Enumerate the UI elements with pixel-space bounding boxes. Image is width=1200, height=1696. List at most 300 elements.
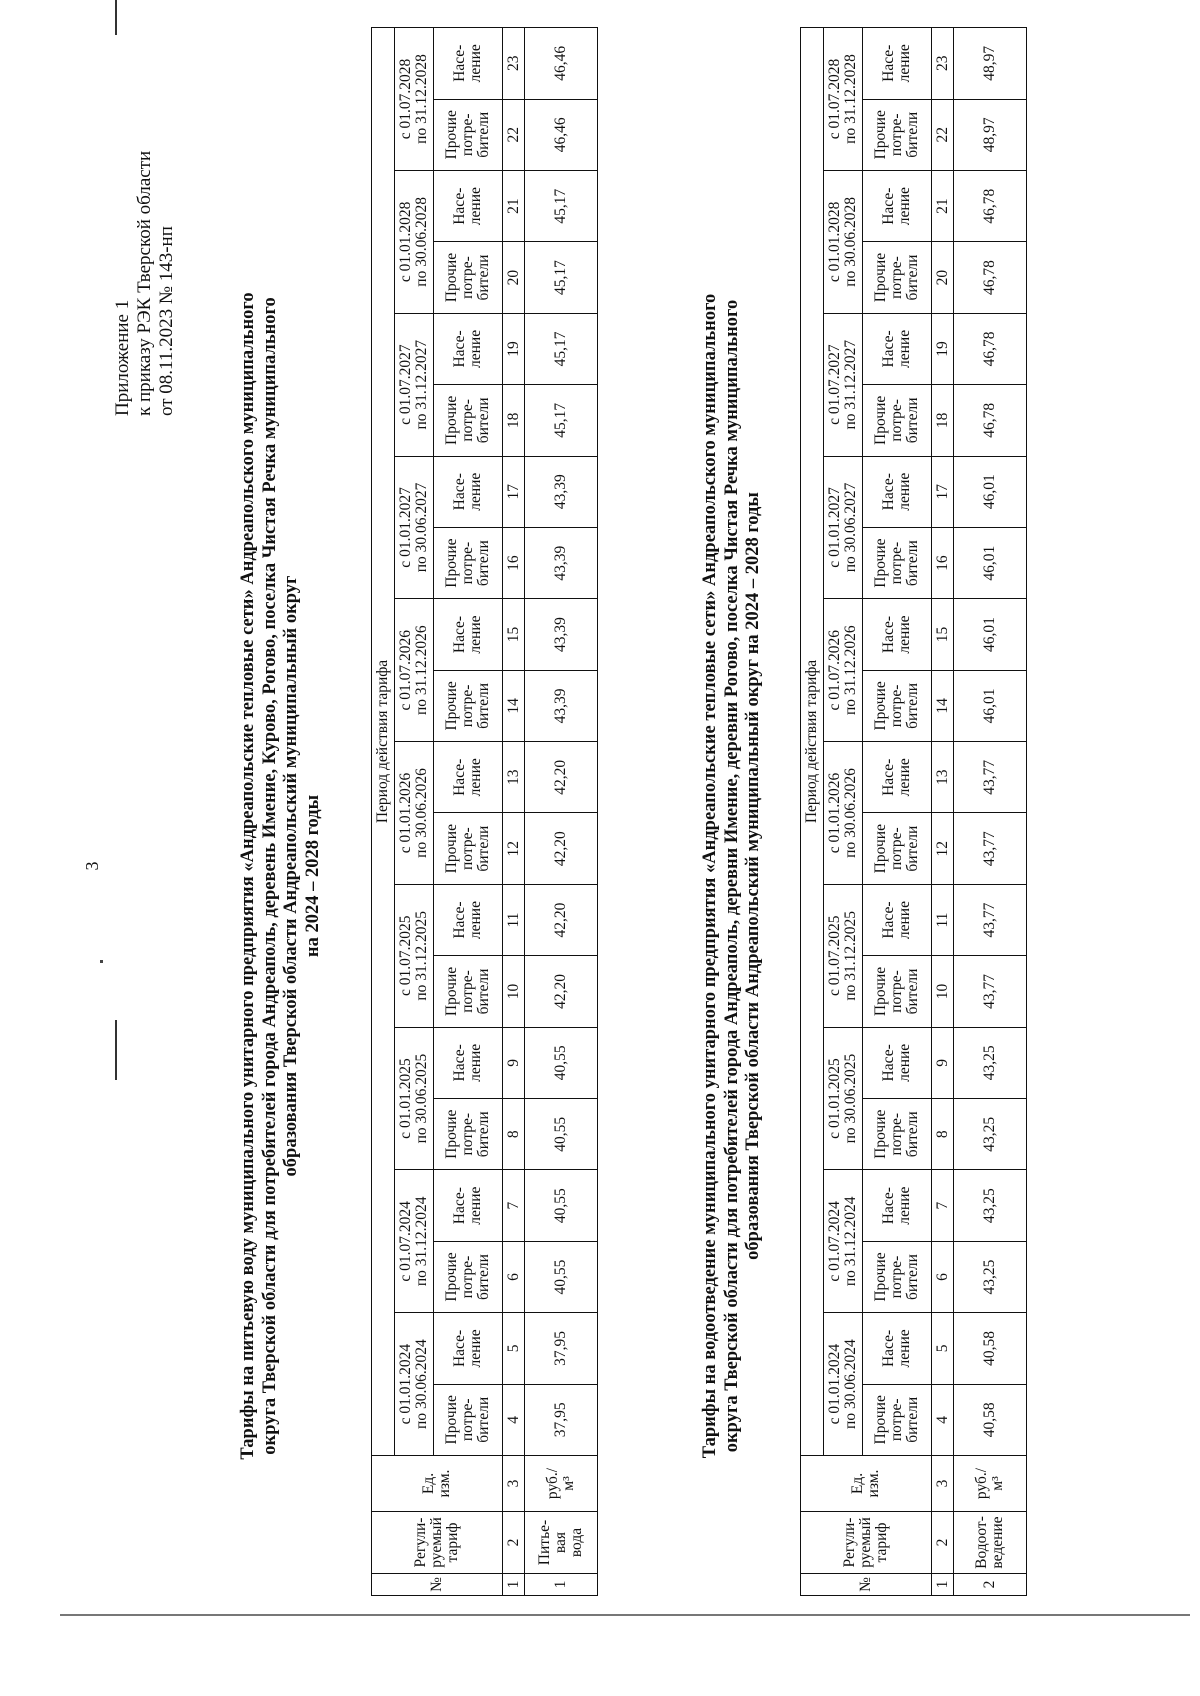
column-number-cell: 11 [932, 884, 954, 955]
header-date-range-cell-line: с 01.01.2028 [397, 201, 414, 283]
title-line: образования Тверской области Андреапольский муниципальный округ [281, 575, 301, 1177]
page-number: 3 [82, 861, 102, 871]
tariff-value-cell: 46,46 [525, 27, 598, 99]
header-population-cell-line: ление [467, 615, 484, 654]
header-other-consumers-cell-line: потре- [888, 684, 905, 728]
column-number-cell: 7 [503, 1170, 525, 1241]
header-date-range-cell-line: с 01.07.2027 [397, 344, 414, 425]
header-other-consumers-cell-line: Прочие [872, 1109, 889, 1159]
tariff-value-cell: 40,55 [525, 1170, 598, 1241]
header-other-consumers-cell-line: бители [904, 540, 921, 587]
header-other-consumers-cell-line: бители [475, 254, 492, 301]
header-other-consumers-cell-line: потре- [888, 827, 905, 870]
tariff-value-cell: 48,97 [954, 99, 1027, 170]
header-date-range-cell-line: по 30.06.2026 [413, 768, 430, 858]
header-other-consumers-cell-line: бители [475, 1396, 492, 1443]
header-population-cell [434, 1313, 503, 1384]
header-period-cell: Период действия тарифа [372, 27, 395, 1455]
tariff-value-cell: 48,97 [954, 27, 1027, 99]
row-unit-cell-line: м³ [989, 1476, 1006, 1491]
header-other-consumers-cell-line: бители [475, 682, 492, 729]
column-number-cell: 22 [503, 99, 525, 170]
tariff-value-cell: 37,95 [525, 1384, 598, 1455]
row-tariff-name-cell [525, 1512, 598, 1574]
header-tariff-cell-line: руемый [857, 1517, 874, 1568]
header-tariff-cell [801, 1512, 932, 1574]
header-population-cell-line: Насе- [880, 1187, 897, 1225]
header-other-consumers-cell-line: бители [904, 1254, 921, 1300]
header-population-cell-line: Насе- [880, 44, 897, 82]
header-date-range-cell-line: с 01.01.2025 [826, 1058, 843, 1139]
header-date-range-cell [824, 313, 863, 456]
header-other-consumers-cell-line: потре- [459, 256, 476, 299]
tariff-value-cell: 42,20 [525, 956, 598, 1027]
header-population-cell-line: ление [467, 758, 484, 797]
header-period-cell: Период действия тарифа [801, 27, 824, 1455]
header-other-consumers-cell-line: Прочие [443, 110, 460, 160]
column-number-cell: 6 [932, 1241, 954, 1312]
column-number-cell: 20 [932, 242, 954, 313]
header-other-consumers-cell [863, 527, 932, 598]
title-line: образования Тверской области Андреапольский муниципальный округ на 2024 – 2028 годы [743, 492, 763, 1260]
header-population-cell-line: ление [467, 901, 484, 940]
column-number-cell: 7 [932, 1170, 954, 1241]
column-number-cell: 5 [932, 1313, 954, 1384]
tariff-value-cell: 45,17 [525, 385, 598, 456]
column-number-cell: 9 [932, 1027, 954, 1098]
header-other-consumers-cell-line: потре- [459, 1112, 476, 1156]
column-number-cell: 1 [503, 1574, 525, 1596]
tariff-value-cell: 40,58 [954, 1384, 1027, 1455]
header-population-cell-line: ление [896, 758, 913, 797]
header-other-consumers-cell-line: потре- [888, 970, 905, 1013]
header-date-range-cell-line: с 01.01.2028 [826, 201, 843, 283]
header-date-range-cell-line: с 01.07.2024 [397, 1201, 414, 1282]
column-number-cell: 13 [503, 742, 525, 813]
header-population-cell-line: Насе- [880, 1329, 897, 1368]
tariff-table-drinking-water [371, 27, 598, 1596]
column-number-cell: 6 [503, 1241, 525, 1312]
header-population-cell [434, 1170, 503, 1241]
header-other-consumers-cell [434, 813, 503, 884]
column-number-cell: 11 [503, 884, 525, 955]
tariff-value-cell: 40,55 [525, 1027, 598, 1098]
header-other-consumers-cell-line: бители [475, 540, 492, 587]
column-number-cell: 16 [932, 527, 954, 598]
header-date-range-cell-line: по 31.12.2024 [413, 1196, 430, 1287]
column-number-cell: 4 [503, 1384, 525, 1455]
column-number-cell: 17 [503, 456, 525, 527]
header-other-consumers-cell [863, 1384, 932, 1455]
header-other-consumers-cell [434, 670, 503, 741]
column-number-cell: 2 [503, 1512, 525, 1574]
header-date-range-cell [824, 1313, 863, 1456]
header-other-consumers-cell-line: потре- [888, 1112, 905, 1156]
header-date-range-cell-line: с 01.07.2025 [826, 915, 843, 997]
header-tariff-cell-line: тариф [444, 1522, 461, 1563]
header-other-consumers-cell-line: бители [904, 825, 921, 872]
row-tariff-name-cell-line: Водоот- [973, 1516, 990, 1569]
tariff-value-cell: 43,25 [954, 1170, 1027, 1241]
header-date-range-cell [395, 170, 434, 313]
header-date-range-cell-line: с 01.07.2027 [826, 344, 843, 425]
header-other-consumers-cell-line: потре- [459, 1255, 476, 1299]
header-population-cell-line: ление [896, 615, 913, 654]
header-other-consumers-cell [863, 99, 932, 170]
header-date-range-cell [824, 170, 863, 313]
header-other-consumers-cell-line: Прочие [443, 395, 460, 445]
header-other-consumers-cell-line: бители [475, 1254, 492, 1300]
header-other-consumers-cell-line: Прочие [872, 1252, 889, 1302]
header-date-range-cell-line: с 01.07.2026 [826, 629, 843, 711]
column-number-cell: 3 [503, 1456, 525, 1512]
header-date-range-cell [395, 1027, 434, 1170]
header-population-cell-line: Насе- [880, 1044, 897, 1082]
header-population-cell [863, 599, 932, 670]
tariff-value-cell: 43,25 [954, 1099, 1027, 1170]
tariff-value-cell: 43,39 [525, 670, 598, 741]
header-other-consumers-cell [863, 385, 932, 456]
header-other-consumers-cell [434, 99, 503, 170]
header-population-cell-line: ление [467, 1043, 484, 1082]
header-date-range-cell-line: по 30.06.2028 [842, 197, 859, 287]
header-date-range-cell-line: с 01.01.2025 [397, 1058, 414, 1139]
header-date-range-cell-line: с 01.01.2024 [826, 1343, 843, 1425]
header-tariff-cell-line: руемый [428, 1517, 445, 1568]
header-date-range-cell [824, 27, 863, 170]
header-unit-cell-line: изм. [436, 1469, 453, 1498]
header-population-cell-line: ление [467, 329, 484, 368]
tariff-value-cell: 40,58 [954, 1313, 1027, 1384]
tariff-value-cell: 45,17 [525, 170, 598, 241]
header-population-cell-line: ление [896, 901, 913, 940]
header-population-cell-line: Насе- [451, 187, 468, 225]
header-date-range-cell-line: с 01.07.2025 [397, 915, 414, 997]
header-other-consumers-cell-line: бители [475, 968, 492, 1015]
column-number-cell: 22 [932, 99, 954, 170]
header-population-cell-line: Насе- [451, 44, 468, 82]
header-other-consumers-cell-line: потре- [459, 1398, 476, 1442]
header-other-consumers-cell-line: Прочие [443, 1109, 460, 1159]
header-population-cell [434, 599, 503, 670]
header-date-range-cell-line: по 30.06.2025 [842, 1053, 859, 1144]
column-number-cell: 20 [503, 242, 525, 313]
section2-title [700, 126, 765, 1626]
column-number-cell: 15 [932, 599, 954, 670]
column-number-cell: 3 [932, 1456, 954, 1512]
header-population-cell-line: Насе- [880, 758, 897, 796]
header-unit-cell-line: изм. [865, 1469, 882, 1498]
column-number-cell: 14 [503, 670, 525, 741]
header-other-consumers-cell [434, 242, 503, 313]
row-tariff-name-cell-line: Питье- [536, 1519, 553, 1566]
column-number-cell: 10 [503, 956, 525, 1027]
header-date-range-cell [824, 599, 863, 742]
header-date-range-cell [395, 1170, 434, 1313]
column-number-cell: 18 [503, 385, 525, 456]
header-population-cell [434, 456, 503, 527]
header-population-cell-line: Насе- [451, 901, 468, 939]
row-tariff-name-cell-line: ведение [989, 1516, 1006, 1569]
tariff-value-cell: 46,78 [954, 242, 1027, 313]
header-date-range-cell-line: по 31.12.2025 [413, 910, 430, 1001]
tariff-value-cell: 46,01 [954, 527, 1027, 598]
tariff-value-cell: 42,20 [525, 742, 598, 813]
header-population-cell-line: ление [896, 187, 913, 226]
header-date-range-cell-line: по 31.12.2028 [842, 54, 859, 144]
header-date-range-cell [824, 456, 863, 599]
header-date-range-cell-line: по 31.12.2027 [842, 339, 859, 430]
header-other-consumers-cell-line: бители [904, 1396, 921, 1443]
header-population-cell [434, 1027, 503, 1098]
header-population-cell-line: Насе- [451, 330, 468, 368]
header-other-consumers-cell-line: бители [904, 1111, 921, 1158]
header-tariff-cell [372, 1512, 503, 1574]
header-other-consumers-cell-line: потре- [459, 113, 476, 157]
title-line: на 2024 – 2028 годы [302, 794, 323, 958]
header-no-cell: № [801, 1574, 932, 1596]
header-other-consumers-cell-line: Прочие [443, 681, 460, 731]
column-number-cell: 2 [932, 1512, 954, 1574]
section1-title [238, 126, 324, 1626]
header-other-consumers-cell-line: Прочие [872, 110, 889, 160]
column-number-cell: 13 [932, 742, 954, 813]
appendix-reference [112, 0, 178, 416]
header-other-consumers-cell [434, 527, 503, 598]
header-population-cell [434, 27, 503, 99]
row-unit-cell-line: руб./ [544, 1467, 561, 1500]
header-unit-cell [372, 1456, 503, 1512]
tariff-table-wastewater [800, 27, 1027, 1596]
header-other-consumers-cell-line: потре- [888, 541, 905, 585]
header-date-range-cell-line: по 30.06.2028 [413, 197, 430, 287]
header-other-consumers-cell-line: потре- [888, 399, 905, 442]
header-other-consumers-cell-line: потре- [459, 827, 476, 870]
tariff-value-cell: 37,95 [525, 1313, 598, 1384]
header-other-consumers-cell-line: Прочие [443, 824, 460, 874]
header-date-range-cell-line: по 30.06.2027 [413, 482, 430, 573]
tariff-value-cell: 43,25 [954, 1241, 1027, 1312]
header-population-cell [863, 170, 932, 241]
header-population-cell [863, 1313, 932, 1384]
header-other-consumers-cell [434, 1384, 503, 1455]
column-number-cell: 4 [932, 1384, 954, 1455]
row-tariff-name-cell [954, 1512, 1027, 1574]
title-line: Тарифы на питьевую воду муниципального унитарного предприятия «Андреапольские тепловые сети» Андреапольского муниципального [238, 292, 258, 1460]
row-unit-cell [525, 1456, 598, 1512]
header-other-consumers-cell-line: Прочие [443, 1252, 460, 1302]
header-other-consumers-cell [434, 956, 503, 1027]
header-other-consumers-cell-line: потре- [459, 399, 476, 442]
header-population-cell [434, 313, 503, 384]
header-date-range-cell-line: с 01.01.2027 [826, 487, 843, 568]
header-date-range-cell [395, 599, 434, 742]
header-date-range-cell-line: с 01.07.2028 [397, 58, 414, 140]
column-number-cell: 15 [503, 599, 525, 670]
header-other-consumers-cell-line: потре- [459, 970, 476, 1013]
header-tariff-cell-line: тариф [873, 1522, 890, 1563]
header-other-consumers-cell [434, 385, 503, 456]
tariff-value-cell: 43,39 [525, 599, 598, 670]
tariff-value-cell: 40,55 [525, 1099, 598, 1170]
header-population-cell-line: Насе- [880, 330, 897, 368]
header-population-cell-line: Насе- [451, 473, 468, 511]
header-other-consumers-cell [434, 1241, 503, 1312]
header-other-consumers-cell-line: бители [475, 1111, 492, 1158]
header-population-cell-line: Насе- [880, 901, 897, 939]
header-population-cell-line: Насе- [451, 1187, 468, 1225]
tariff-value-cell: 46,78 [954, 313, 1027, 384]
header-date-range-cell-line: по 30.06.2026 [842, 768, 859, 858]
tariff-value-cell: 45,17 [525, 242, 598, 313]
header-population-cell-line: ление [896, 44, 913, 83]
header-other-consumers-cell-line: Прочие [872, 966, 889, 1017]
header-unit-cell-line: Ед. [420, 1472, 437, 1495]
header-other-consumers-cell [863, 670, 932, 741]
column-number-cell: 12 [932, 813, 954, 884]
header-population-cell-line: ление [896, 1186, 913, 1225]
column-number-cell: 16 [503, 527, 525, 598]
tariff-value-cell: 43,39 [525, 527, 598, 598]
header-date-range-cell-line: с 01.07.2026 [397, 629, 414, 711]
column-number-cell: 19 [932, 313, 954, 384]
header-other-consumers-cell-line: бители [475, 397, 492, 444]
header-other-consumers-cell-line: Прочие [443, 538, 460, 588]
header-date-range-cell-line: по 30.06.2024 [842, 1339, 859, 1429]
tariff-value-cell: 46,01 [954, 456, 1027, 527]
tariff-value-cell: 46,78 [954, 170, 1027, 241]
header-date-range-cell [395, 27, 434, 170]
header-tariff-cell-line: Регули- [841, 1517, 858, 1568]
header-population-cell [434, 884, 503, 955]
row-unit-cell [954, 1456, 1027, 1512]
header-population-cell-line: ление [896, 1043, 913, 1082]
header-other-consumers-cell-line: бители [904, 682, 921, 729]
header-date-range-cell-line: с 01.07.2028 [826, 58, 843, 140]
header-population-cell-line: Насе- [880, 187, 897, 225]
header-date-range-cell [824, 742, 863, 885]
row-number-cell: 1 [525, 1574, 598, 1596]
row-number-cell: 2 [954, 1574, 1027, 1596]
header-other-consumers-cell-line: бители [475, 111, 492, 158]
header-population-cell [863, 1170, 932, 1241]
header-date-range-cell-line: по 31.12.2025 [842, 910, 859, 1001]
column-number-cell: 8 [932, 1099, 954, 1170]
header-other-consumers-cell-line: Прочие [872, 395, 889, 445]
row-tariff-name-cell-line: вая [552, 1531, 569, 1554]
header-other-consumers-cell-line: потре- [888, 1255, 905, 1299]
header-other-consumers-cell-line: Прочие [443, 1395, 460, 1445]
header-date-range-cell [395, 313, 434, 456]
header-other-consumers-cell-line: потре- [888, 256, 905, 299]
column-number-cell: 8 [503, 1099, 525, 1170]
header-population-cell [863, 1027, 932, 1098]
title-line: Тарифы на водоотведение муниципального унитарного предприятия «Андреапольские тепловые сети» Андреапольского муниципального [700, 293, 720, 1459]
row-tariff-name-cell-line: вода [568, 1527, 585, 1558]
header-population-cell-line: ление [896, 329, 913, 368]
header-date-range-cell-line: по 31.12.2024 [842, 1196, 859, 1287]
header-date-range-cell [824, 884, 863, 1027]
header-other-consumers-cell-line: потре- [459, 541, 476, 585]
column-number-cell: 5 [503, 1313, 525, 1384]
header-date-range-cell-line: по 31.12.2027 [413, 339, 430, 430]
header-date-range-cell [824, 1170, 863, 1313]
tariff-value-cell: 43,77 [954, 813, 1027, 884]
tariff-value-cell: 46,78 [954, 385, 1027, 456]
title-line: округа Тверской области для потребителей города Андреаполь, деревни Имение, деревни Рогово, поселка Чистая Речка муниципального [721, 299, 742, 1453]
header-other-consumers-cell [863, 813, 932, 884]
header-other-consumers-cell-line: Прочие [872, 1395, 889, 1445]
row-unit-cell-line: м³ [560, 1476, 577, 1491]
header-population-cell-line: Насе- [451, 758, 468, 796]
header-tariff-cell-line: Регули- [412, 1517, 429, 1568]
header-population-cell [863, 742, 932, 813]
header-population-cell [434, 742, 503, 813]
header-population-cell [863, 456, 932, 527]
header-no-cell: № [372, 1574, 503, 1596]
tariff-value-cell: 43,77 [954, 742, 1027, 813]
header-other-consumers-cell [863, 1241, 932, 1312]
header-date-range-cell-line: по 31.12.2028 [413, 54, 430, 144]
header-other-consumers-cell [863, 1099, 932, 1170]
header-date-range-cell [395, 884, 434, 1027]
column-number-cell: 19 [503, 313, 525, 384]
column-number-cell: 21 [932, 170, 954, 241]
header-population-cell-line: ление [467, 1186, 484, 1225]
column-number-cell: 17 [932, 456, 954, 527]
header-population-cell [863, 313, 932, 384]
header-other-consumers-cell-line: потре- [888, 113, 905, 157]
column-number-cell: 12 [503, 813, 525, 884]
header-population-cell-line: Насе- [880, 473, 897, 511]
column-number-cell: 18 [932, 385, 954, 456]
header-other-consumers-cell-line: бители [904, 111, 921, 158]
column-number-cell: 1 [932, 1574, 954, 1596]
header-unit-cell [801, 1456, 932, 1512]
header-population-cell-line: Насе- [451, 1044, 468, 1082]
header-other-consumers-cell-line: Прочие [872, 681, 889, 731]
tariff-value-cell: 42,20 [525, 813, 598, 884]
tariff-value-cell: 43,77 [954, 884, 1027, 955]
column-number-cell: 23 [932, 27, 954, 99]
column-number-cell: 9 [503, 1027, 525, 1098]
header-date-range-cell [395, 1313, 434, 1456]
title-line: округа Тверской области для потребителей города Андреаполь, деревень Имение, Курово, Рогово, поселка Чистая Речка муниципального [259, 297, 280, 1455]
column-number-cell: 21 [503, 170, 525, 241]
header-other-consumers-cell-line: потре- [888, 1398, 905, 1442]
header-population-cell-line: ление [467, 1329, 484, 1368]
header-date-range-cell-line: с 01.07.2024 [826, 1201, 843, 1282]
header-date-range-cell-line: по 31.12.2026 [413, 625, 430, 716]
header-date-range-cell-line: по 30.06.2024 [413, 1339, 430, 1429]
header-date-range-cell-line: по 30.06.2027 [842, 482, 859, 573]
header-other-consumers-cell-line: Прочие [872, 824, 889, 874]
tariff-value-cell: 46,01 [954, 599, 1027, 670]
tariff-value-cell: 40,55 [525, 1241, 598, 1312]
tariff-value-cell: 43,39 [525, 456, 598, 527]
row-unit-cell-line: руб./ [973, 1467, 990, 1500]
header-population-cell [434, 170, 503, 241]
appendix-line: Приложение 1 [112, 299, 133, 416]
header-other-consumers-cell-line: бители [475, 825, 492, 872]
header-other-consumers-cell-line: бители [904, 968, 921, 1015]
tariff-value-cell: 46,01 [954, 670, 1027, 741]
column-number-cell: 23 [503, 27, 525, 99]
header-other-consumers-cell [863, 242, 932, 313]
tariff-value-cell: 42,20 [525, 884, 598, 955]
header-other-consumers-cell-line: Прочие [872, 538, 889, 588]
header-date-range-cell [824, 1027, 863, 1170]
